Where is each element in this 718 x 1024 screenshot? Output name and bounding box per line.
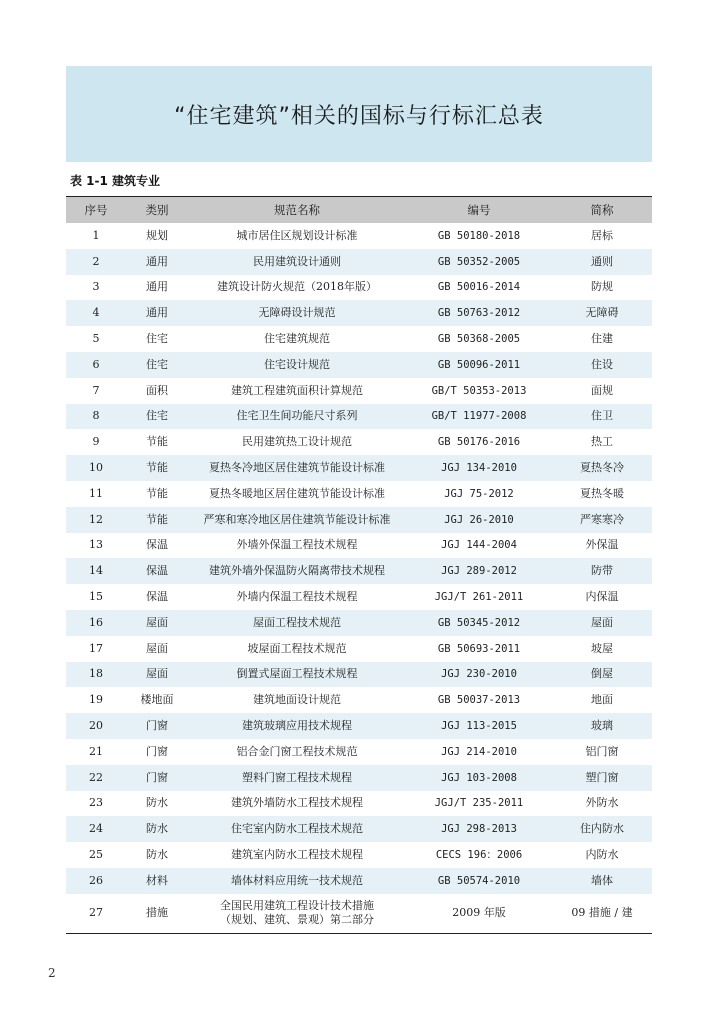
cell-name-line-1: 全国民用建筑工程设计技术措施 <box>220 899 374 913</box>
cell-short: 玻璃 <box>591 719 613 733</box>
cell-category: 保温 <box>146 590 168 604</box>
table-row <box>66 352 652 378</box>
cell-code: GB 50352-2005 <box>437 255 521 268</box>
table-row <box>66 275 652 301</box>
table-row <box>66 791 652 817</box>
cell-short: 严寒寒冷 <box>580 512 624 526</box>
cell-name: 建筑外墙防水工程技术规程 <box>231 796 363 810</box>
cell-code: JGJ 26-2010 <box>444 513 514 526</box>
cell-short: 通则 <box>591 254 613 268</box>
table-caption: 表 1-1 建筑专业 <box>70 174 161 188</box>
cell-name: 无障碍设计规范 <box>258 306 336 320</box>
table-row <box>66 558 652 584</box>
table-row <box>66 455 652 481</box>
cell-category: 通用 <box>146 254 168 268</box>
cell-code: GB 50693-2011 <box>437 642 521 655</box>
cell-code: 2009 年版 <box>452 906 506 920</box>
cell-name: 民用建筑热工设计规范 <box>242 435 352 449</box>
page-number: 2 <box>48 966 56 980</box>
cell-category: 节能 <box>146 461 168 475</box>
table-row <box>66 713 652 739</box>
header-no: 序号 <box>84 203 108 217</box>
cell-short: 居标 <box>591 228 613 242</box>
cell-name: 倒置式屋面工程技术规程 <box>236 667 358 681</box>
cell-name: 建筑室内防水工程技术规程 <box>231 848 363 862</box>
cell-code: GB 50345-2012 <box>437 616 521 629</box>
cell-short: 住建 <box>591 332 613 346</box>
table-row <box>66 584 652 610</box>
cell-no: 24 <box>89 822 103 836</box>
cell-no: 2 <box>92 254 100 268</box>
table-row <box>66 636 652 662</box>
cell-no: 16 <box>89 615 103 629</box>
cell-category: 门窗 <box>146 719 168 733</box>
cell-code: JGJ 230-2010 <box>441 668 517 681</box>
table-header <box>66 197 652 223</box>
table-row <box>66 739 652 765</box>
cell-short: 住设 <box>591 357 613 371</box>
cell-short: 铝门窗 <box>585 744 619 758</box>
cell-short: 内保温 <box>585 590 619 604</box>
cell-short: 无障碍 <box>585 306 619 320</box>
table-row <box>66 842 652 868</box>
cell-code: GB 50180-2018 <box>437 229 521 242</box>
cell-category: 节能 <box>146 435 168 449</box>
cell-code: GB 50176-2016 <box>437 436 521 449</box>
cell-code: GB 50574-2010 <box>437 874 521 887</box>
cell-category: 规划 <box>146 228 168 242</box>
cell-no: 26 <box>89 873 103 887</box>
cell-no: 3 <box>92 280 100 294</box>
cell-name: 夏热冬暖地区居住建筑节能设计标准 <box>209 486 385 500</box>
cell-category: 屋面 <box>146 615 168 629</box>
table-row <box>66 868 652 894</box>
cell-no: 18 <box>89 667 103 681</box>
cell-name: 住宅卫生间功能尺寸系列 <box>236 409 358 423</box>
cell-code: GB 50037-2013 <box>437 694 521 707</box>
table-row <box>66 687 652 713</box>
cell-no: 25 <box>89 848 103 862</box>
cell-category: 通用 <box>146 306 168 320</box>
cell-code: JGJ/T 261-2011 <box>434 591 524 604</box>
cell-code: CECS 196：2006 <box>435 849 523 862</box>
cell-name: 建筑外墙外保温防火隔离带技术规程 <box>209 564 385 578</box>
cell-no: 12 <box>89 512 103 526</box>
cell-no: 7 <box>92 383 100 397</box>
cell-no: 19 <box>89 693 103 707</box>
cell-code: JGJ 144-2004 <box>441 539 517 552</box>
cell-code: GB 50763-2012 <box>437 307 521 320</box>
cell-name: 严寒和寒冷地区居住建筑节能设计标准 <box>203 512 391 526</box>
cell-no: 5 <box>92 332 100 346</box>
cell-short: 外保温 <box>585 538 619 552</box>
cell-name: 塑料门窗工程技术规程 <box>242 770 352 784</box>
cell-category: 保温 <box>146 538 168 552</box>
cell-no: 8 <box>92 409 100 423</box>
cell-code: JGJ 113-2015 <box>441 720 517 733</box>
cell-category: 节能 <box>146 486 168 500</box>
cell-no: 17 <box>89 641 103 655</box>
cell-short: 外防水 <box>585 796 619 810</box>
cell-category: 防水 <box>146 848 168 862</box>
table-row <box>66 507 652 533</box>
cell-short: 夏热冬冷 <box>580 461 624 475</box>
table-row <box>66 816 652 842</box>
table-row <box>66 378 652 404</box>
cell-short: 防带 <box>591 564 613 578</box>
cell-name: 住宅室内防水工程技术规范 <box>231 822 363 836</box>
cell-name: 建筑地面设计规范 <box>253 693 341 707</box>
cell-short: 热工 <box>591 435 613 449</box>
cell-no: 22 <box>89 770 103 784</box>
cell-code: JGJ 298-2013 <box>441 823 517 836</box>
table-row <box>66 662 652 688</box>
cell-category: 防水 <box>146 796 168 810</box>
cell-no: 23 <box>89 796 103 810</box>
cell-short: 塑门窗 <box>585 770 619 784</box>
cell-no: 13 <box>89 538 103 552</box>
table-row <box>66 223 652 249</box>
cell-no: 20 <box>89 719 103 733</box>
cell-category: 面积 <box>146 383 168 397</box>
cell-category: 门窗 <box>146 770 168 784</box>
cell-category: 措施 <box>146 906 168 920</box>
table-row <box>66 481 652 507</box>
cell-code: JGJ 75-2012 <box>444 487 514 500</box>
cell-code: GB 50016-2014 <box>437 281 521 294</box>
standards-table-container <box>66 196 652 934</box>
cell-name: 屋面工程技术规范 <box>253 615 341 629</box>
table-row <box>66 765 652 791</box>
cell-name: 城市居住区规划设计标准 <box>236 228 358 242</box>
table-row <box>66 610 652 636</box>
cell-short: 09 措施 / 建 <box>571 906 633 920</box>
cell-category: 材料 <box>146 873 168 887</box>
cell-category: 门窗 <box>146 744 168 758</box>
cell-no: 27 <box>89 906 103 920</box>
cell-name: 铝合金门窗工程技术规范 <box>236 744 358 758</box>
cell-code: GB 50368-2005 <box>437 333 521 346</box>
cell-code: JGJ 134-2010 <box>441 462 517 475</box>
table-row <box>66 429 652 455</box>
cell-no: 9 <box>92 435 100 449</box>
standards-table <box>66 197 652 933</box>
table-row <box>66 326 652 352</box>
cell-name <box>188 894 406 933</box>
header-name: 规范名称 <box>274 203 320 217</box>
cell-short: 内防水 <box>585 848 619 862</box>
header-category: 类别 <box>145 203 169 217</box>
cell-short: 夏热冬暖 <box>580 486 624 500</box>
cell-category: 屋面 <box>146 641 168 655</box>
cell-code: GB 50096-2011 <box>437 358 521 371</box>
header-short: 简称 <box>590 203 614 217</box>
cell-no: 1 <box>92 228 100 242</box>
cell-short: 墙体 <box>591 873 613 887</box>
table-row <box>66 894 652 933</box>
header-code: 编号 <box>467 203 491 217</box>
table-row <box>66 533 652 559</box>
title-banner <box>66 66 652 162</box>
cell-name: 建筑设计防火规范（2018年版） <box>217 280 377 294</box>
cell-short: 地面 <box>591 693 613 707</box>
cell-name: 民用建筑设计通则 <box>253 254 341 268</box>
cell-category: 保温 <box>146 564 168 578</box>
cell-name: 坡屋面工程技术规范 <box>247 641 347 655</box>
cell-name: 外墙外保温工程技术规程 <box>236 538 358 552</box>
cell-category: 节能 <box>146 512 168 526</box>
cell-short: 屋面 <box>591 615 613 629</box>
cell-no: 10 <box>89 461 103 475</box>
cell-name: 建筑工程建筑面积计算规范 <box>231 383 363 397</box>
cell-code: JGJ/T 235-2011 <box>434 797 524 810</box>
cell-no: 14 <box>89 564 103 578</box>
cell-name: 住宅建筑规范 <box>264 332 330 346</box>
cell-name: 夏热冬冷地区居住建筑节能设计标准 <box>209 461 385 475</box>
cell-name: 墙体材料应用统一技术规范 <box>231 873 363 887</box>
table-row <box>66 249 652 275</box>
table-header-row <box>66 197 652 223</box>
cell-name: 外墙内保温工程技术规程 <box>236 590 358 604</box>
cell-short: 倒屋 <box>591 667 613 681</box>
cell-category: 防水 <box>146 822 168 836</box>
table-body <box>66 223 652 933</box>
cell-no: 4 <box>92 306 100 320</box>
cell-code: GB/T 11977-2008 <box>431 410 527 423</box>
cell-short: 坡屋 <box>591 641 613 655</box>
cell-short: 防规 <box>591 280 613 294</box>
cell-category: 住宅 <box>146 409 168 423</box>
cell-short: 住内防水 <box>580 822 624 836</box>
cell-short: 面规 <box>591 383 613 397</box>
cell-category: 屋面 <box>146 667 168 681</box>
cell-name: 建筑玻璃应用技术规程 <box>242 719 352 733</box>
cell-category: 住宅 <box>146 357 168 371</box>
cell-category: 住宅 <box>146 332 168 346</box>
cell-category: 楼地面 <box>140 693 174 707</box>
cell-no: 6 <box>92 357 100 371</box>
cell-code: JGJ 103-2008 <box>441 771 517 784</box>
table-row <box>66 300 652 326</box>
cell-code: JGJ 214-2010 <box>441 745 517 758</box>
cell-no: 21 <box>89 744 103 758</box>
cell-category: 通用 <box>146 280 168 294</box>
cell-name: 住宅设计规范 <box>264 357 330 371</box>
cell-code: JGJ 289-2012 <box>441 565 517 578</box>
table-row <box>66 404 652 430</box>
cell-no: 11 <box>89 486 103 500</box>
page-title: “住宅建筑”相关的国标与行标汇总表 <box>174 103 544 129</box>
cell-name-line-2: （规划、建筑、景观）第二部分 <box>220 913 374 927</box>
cell-code: GB/T 50353-2013 <box>431 384 527 397</box>
cell-no: 15 <box>89 590 103 604</box>
cell-short: 住卫 <box>591 409 613 423</box>
